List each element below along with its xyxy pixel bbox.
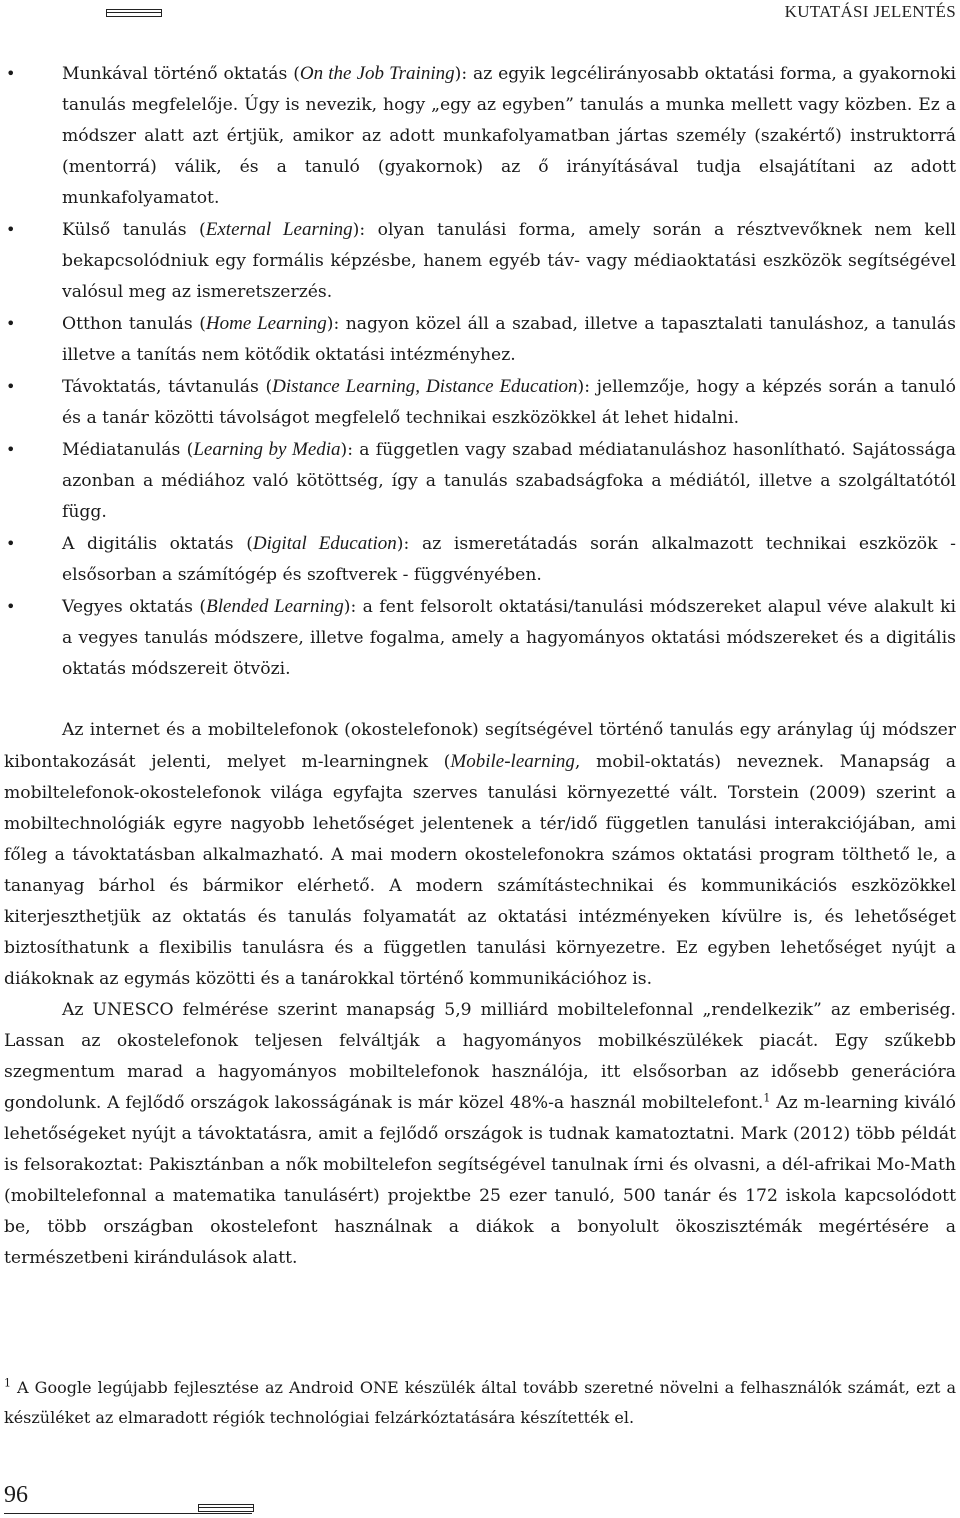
running-head: KUTATÁSI JELENTÉS [784,2,956,21]
bullet-icon: • [6,314,16,333]
term: Mobile-learning [450,751,575,772]
list-item: • Külső tanulás (External Learning): olyan tanulási forma, amely során a résztvevőknek nem kell bekapcsolódniuk egy formális képzésbe, hanem egyéb táv- vagy médiaoktatási eszközök segítségével valósul meg az ismeretszerzés. [4,214,956,308]
bullet-icon: • [6,597,16,616]
term: External Learning [205,219,353,240]
bullet-icon: • [6,377,16,396]
footer-rule [4,1513,252,1514]
term: Blended Learning [206,596,344,617]
list-item: • Munkával történő oktatás (On the Job Training): az egyik legcélirányosabb oktatási forma, a gyakornoki tanulás megfelelője. Úgy is nevezik, hogy „egy az egyben” tanulás a munka mellett vagy közben. Ez a módszer alatt azt értjük, amikor az adott munkafolyamatban jártas személy (szakértő) instruktorrá (mentorrá) válik, és a tanuló (gyakornok) az ő irányításával tudja elsajátítani az adott munkafolyamatot. [4,58,956,214]
list-item: • Médiatanulás (Learning by Media): a független vagy szabad médiatanuláshoz hasonlítható. Sajátossága azonban a médiához való kötöttség, így a tanulás szabadságfoka a médiától, illetve a szolgáltatótól függ. [4,434,956,528]
bullet-icon: • [6,534,16,553]
header-decoration [106,9,162,17]
term: Digital Education [252,533,397,554]
paragraph: Az internet és a mobiltelefonok (okostelefonok) segítségével történő tanulás egy aránylag új módszer kibontakozását jelenti, melyet m-learningnek (Mobile-learning, mobil-oktatás) neveznek. Manapság a mobiltelefonok-okostelefonok világa egyfajta szerves tanulási környezetté vált. Torstein (2009) szerint a mobiltechnológiák egyre nagyobb lehetőséget jelentenek a tér/idő független tanulási interakciójában, ami főleg a távoktatásban alkalmazható. A mai modern okostelefonokra számos oktatási program tölthető le, a tananyag bárhol és bármikor elérhető. A modern számítástechnikai és kommunikációs eszközökkel kiterjeszthetjük az oktatás és tanulás folyamatát az oktatási intézményeken kívülre is, és lehetőséget biztosíthatunk a flexibilis tanulásra és a független tanulási környezetre. Ez egyben lehetőséget nyújt a diákoknak az egymás közötti és a tanárokkal történő kommunikációhoz is. [4,720,956,989]
paragraph: Az UNESCO felmérése szerint manapság 5,9 milliárd mobiltelefonnal „rendelkezik” az emberiség. Lassan az okostelefonok teljesen felváltják a hagyományos mobilkészülékek piacát. Egy szűkebb szegmentum marad a hagyományos mobiltelefonok használója, itt elsősorban az idősebb generációra gondolunk. A fejlődő országok lakosságának is már közel 48%-a használ mobiltelefont.$^1$ Az m-learning kiváló lehetőségeket nyújt a távoktatásra, amit a fejlődő országok is tudnak kamatoztatni. Mark (2012) több példát is felsorakoztat: Pakisztánban a nők mobiltelefon segítségével tanulnak írni és olvasni, a dél-afrikai Mo-Math (mobiltelefonnal a matematika tanulásért) projektbe 25 ezer tanuló, 500 tanár és 172 iskola kapcsolódott be, több országban okostelefont használnak a diákok a bonyolult ökoszisztémák megértésére a természetbeni kirándulások alatt. [4,1000,956,1268]
term: On the Job Training [299,63,455,84]
term: Distance Learning, Distance Education [272,376,578,397]
section-gap [4,685,956,715]
list-item: • Vegyes oktatás (Blended Learning): a fent felsorolt oktatási/tanulási módszereket alapul véve alakult ki a vegyes tanulás módszere, illetve fogalma, amely a hagyományos oktatási módszereket és a digitális oktatás módszereit ötvözi. [4,591,956,685]
article-body [4,58,956,1274]
bullet-icon: • [6,64,16,83]
list-item: • Távoktatás, távtanulás (Distance Learning, Distance Education): jellemzője, hogy a képzés során a tanuló és a tanár közötti távolságot megfelelő technikai eszközökkel át lehet hidalni. [4,371,956,434]
footnote: $^1$ A Google legújabb fejlesztése az Android ONE készülék által tovább szeretné növelni a felhasználók számát, ezt a készüléket az elmaradott régiók technológiai felzárkóztatására készítették el. [4,1376,956,1427]
list-item: • A digitális oktatás (Digital Education): az ismeretátadás során alkalmazott technikai eszközök - elsősorban a számítógép és szoftverek - függvényében. [4,528,956,591]
bullet-icon: • [6,440,16,459]
term: Home Learning [205,313,327,334]
definition-list [4,58,956,685]
page-number: 96 [4,1482,28,1508]
footnote-ref: 1 [763,1091,771,1105]
bullet-icon: • [6,220,16,239]
footnote-number: 1 [4,1376,11,1390]
list-item: • Otthon tanulás (Home Learning): nagyon közel áll a szabad, illetve a tapasztalati tanuláshoz, a tanulás illetve a tanítás nem kötődik oktatási intézményhez. [4,308,956,371]
term: Learning by Media [193,439,341,460]
footer-decoration [198,1504,254,1512]
